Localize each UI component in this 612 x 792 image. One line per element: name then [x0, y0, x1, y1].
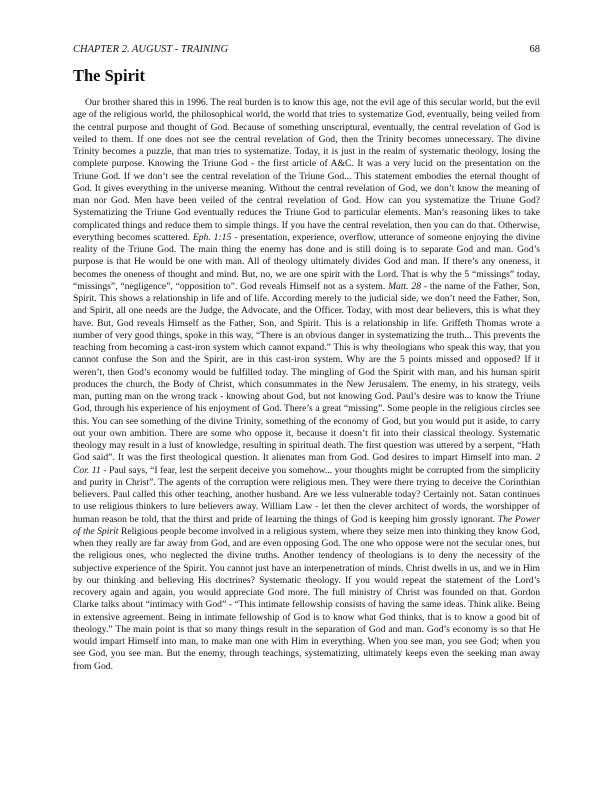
scripture-ref-cor: 2 Cor. 11: [73, 452, 540, 476]
body-text-5: Religious people become involved in a religious system, where they seize men into thinking they know God, when they really are far away from God, and are even opposing God. The one who oppose were not the secular ones, but the religious ones, who neglected the divine truths. Another tendency of theologians is to deny the necessity of the subjective experience of the Spirit. You cannot just have an interpenetration of minds. Christ dwells in us, and we in Him by our thinking and believing His doctrines? Systematic theology. If you would repeat the statement of the Lord’s recovery again and again, you would appreciate God more. The full ministry of Christ was founded on that. Gordon Clarke talks about “intimacy with God” - “This intimate fellowship consists of having the same ideas. Think alike. Being in extensive agreement. Being in intimate fellowship of God is to know what God thinks, that is to know a good bit of theology.” The main point is that so many things result in the separation of God and man. God’s economy is so that He would impart Himself into man, to make man one with Him in everything. When you see man, you see God; when you see God, you see man. But the enemy, through teachings, systematizing, ultimately keeps even the seeking man away from God.: [73, 525, 540, 672]
body-text-2: - presentation, experience, overflow, utterance of someone enjoying the divine reality of the Triune God. The main thing the enemy has done and is still doing is to separate God and man. God’s purpose is that He would be one with man. All of theology ultimately divides God and man. If there’s any oneness, it becomes the oneness of thought and mind. But, no, we are one spirit with the Lord. That is why the 5 “missings” today, “missings”, “negligence”, “opposition to”. God reveals Himself not as a system.: [73, 231, 540, 292]
body-text-1: Our brother shared this in 1996. The real burden is to know this age, not the evil age of this secular world, but the evil age of the religious world, the philosophical world, the world that tries to systematize God, eventually, being veiled from the central purpose and thought of God. Because of something unscriptural, eventually, the central revelation of God is veiled to them. If one does not see the central revelation of God, then the Trinity becomes unnecessary. The divine Trinity becomes a puzzle, that man tries to systematize. Today, it is just in the realm of systematic theology, losing the complete purpose. Knowing the Triune God - the first article of A&C. It was a very lucid on the presentation on the Triune God. If we don’t see the central revelation of the Triune God... This statement embodies the eternal thought of God. It gives everything in the universe meaning. Without the central revelation of God, we don’t know the meaning of man nor God. Men have been veiled of the central revelation of God. How can you systematize the Triune God? Systematizing the Triune God eventually reduces the Triune God to particular elements. Man’s reasoning likes to take complicated things and reduce them to simple things. If you have the central revelation, then you can do that. Otherwise, everything becomes scattered.: [73, 97, 540, 243]
section-title: The Spirit: [73, 66, 145, 85]
body-paragraph: [73, 97, 540, 673]
chapter-heading: CHAPTER 2. AUGUST - TRAINING: [73, 44, 229, 55]
scripture-ref-eph: Eph. 1:15: [192, 231, 232, 243]
book-title-ref: The Power of the Spirit: [73, 513, 540, 537]
running-header: [73, 43, 540, 57]
scripture-ref-matt: Matt. 28: [388, 280, 421, 292]
page-number: 68: [529, 44, 540, 55]
body-text-3: - the name of the Father, Son, Spirit. This shows a relationship in life and of life. According merely to the judicial side, we don’t need the Father, Son, and Spirit, all one needs are the Judge, the Advocate, and the Officer. Today, with most dear believers, this is what they have. But, God reveals Himself as the Father, Son, and Spirit. This is a relationship in life. Griffeth Thomas wrote a number of very good things, spoke in this way, “There is an obvious danger in systematizing the truth... This prevents the teaching from becoming a cast-iron system which cannot expand.” This is why theologians who speak this way, that you cannot confuse the Son and the Spirit, are in this cast-iron system. Why are the 5 points missed and opposed? If it weren’t, then God’s economy would be fulfilled today. The mingling of God the Spirit with man, and his human spirit produces the church, the Body of Christ, which consummates in the New Jerusalem. The enemy, in his strategy, veils man, putting man on the wrong track - knowing about God, but not knowing God. Paul’s desire was to know the Triune God, through his experience of his enjoyment of God. There’s a great “missing”. Some people in the religious circles see this. You can see something of the divine Trinity, something of the economy of God, but you would put it aside, to carry out your own ambition. There are some who oppose it, because it doesn’t fit into their classical theology. Systematic theology may result in a lust of knowledge, resulting in spiritual death. The first question was uttered by a serpent, “Hath God said”. It was the first theological question. It alienates man from God. God desires to impart Himself into man.: [73, 280, 541, 464]
body-text-4: - Paul says, “I fear, lest the serpent deceive you somehow... your thoughts might be corrupted from the simplicity and purity in Christ”. The agents of the corruption were religious men. They were there trying to deceive the Corinthian believers. Paul called this other teaching, another husband. Are we less vulnerable today? Certainly not. Satan continues to use religious thinkers to lure believers away. William Law - let then the clever architect of words, the worshipper of human reason be told, that the thirst and pride of learning the things of God is keeping him grossly ignorant.: [73, 464, 541, 525]
